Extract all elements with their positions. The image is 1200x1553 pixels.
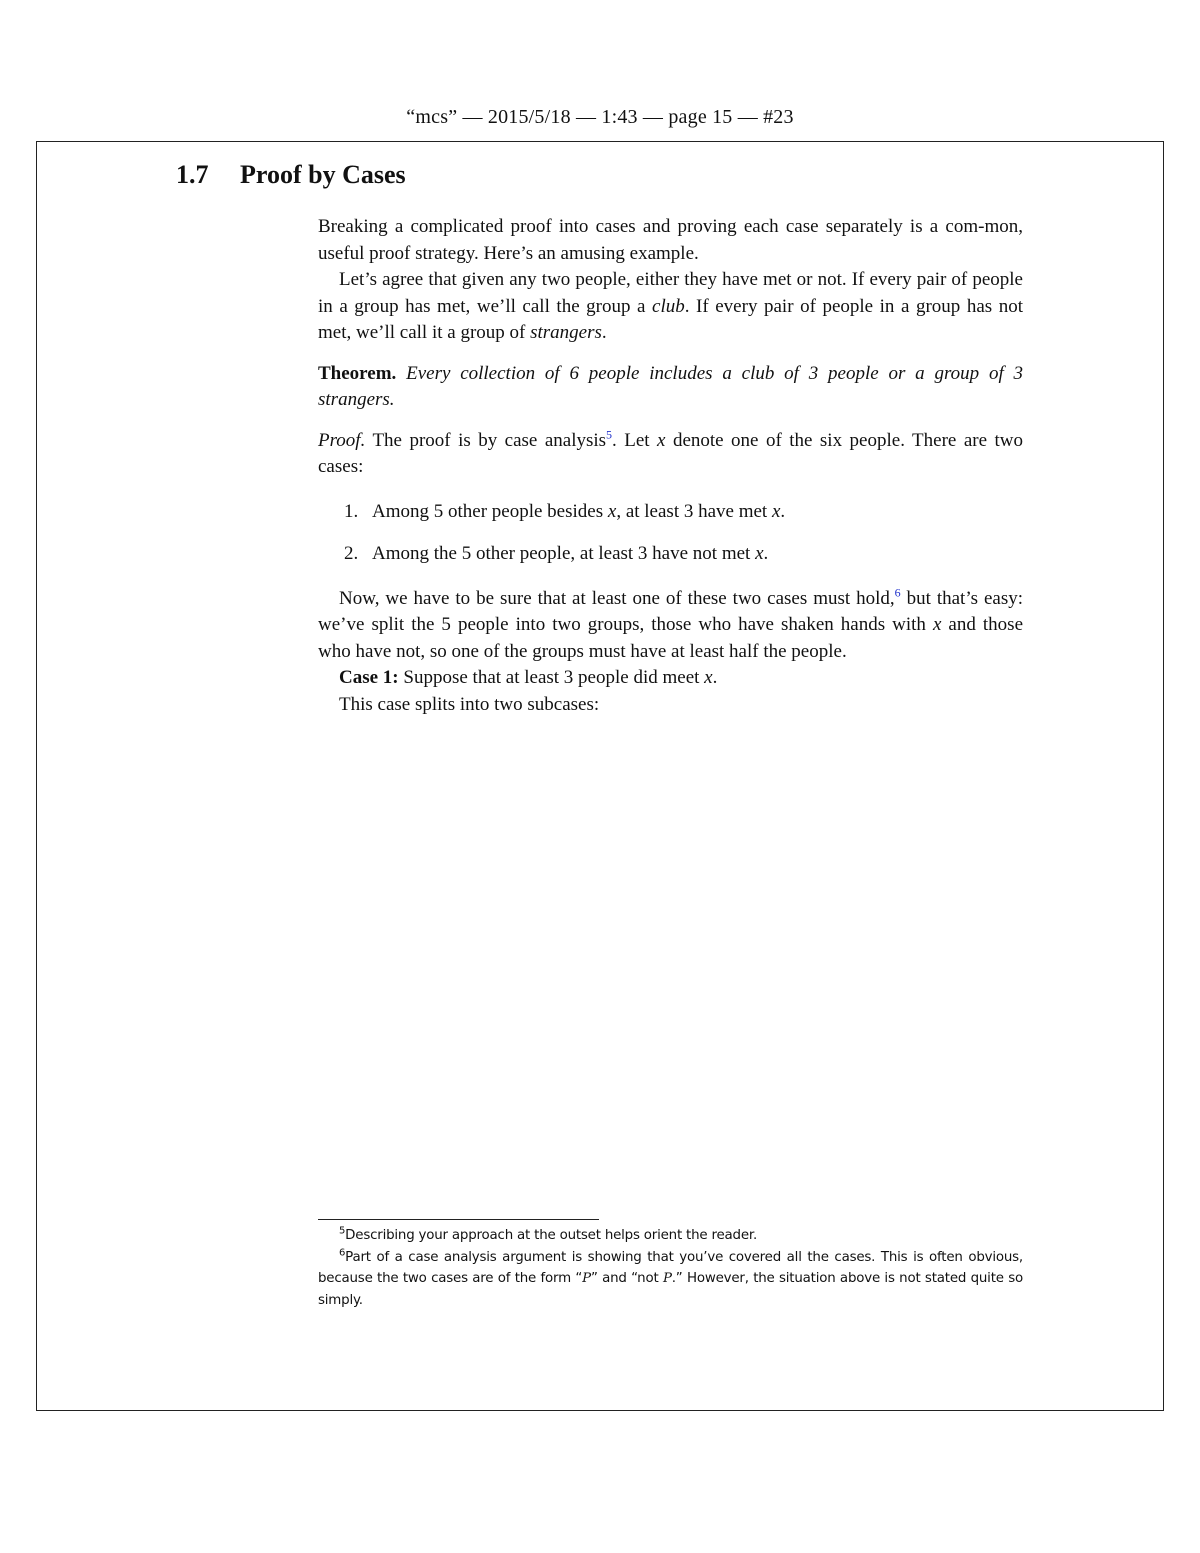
footnote-text: .” However, the situation above is not stated quite so simply. xyxy=(318,1271,1023,1308)
footnote-6 xyxy=(318,1247,1023,1312)
variable-x: x xyxy=(755,543,764,564)
footnotes xyxy=(318,1225,1023,1311)
footnote-text: Part of a case analysis argument is showing that you’ve covered all the cases. This is often obvious, because the two cases are of the form “ xyxy=(318,1249,1023,1286)
variable-x: x xyxy=(657,429,666,451)
strangers-term: strangers xyxy=(530,322,602,343)
definition-text-3: . xyxy=(601,322,607,343)
definition-text-1: Let’s agree that given any two people, either they have met or not. If every pair of people in a group has met, we’ll call the group a xyxy=(318,269,1023,317)
case1-label: Case 1: xyxy=(339,667,399,688)
continuation-text-2: but that’s easy: we’ve split the 5 people into two groups, those who have shaken hands with xyxy=(318,587,1024,635)
footnote-text: Describing your approach at the outset helps orient the reader. xyxy=(345,1228,758,1243)
case-list xyxy=(318,499,1023,568)
case1-end: . xyxy=(712,667,718,688)
case-text: . xyxy=(780,500,786,522)
list-marker: 2. xyxy=(344,543,359,564)
theorem xyxy=(318,361,1023,414)
intro-paragraph: Breaking a complicated proof into cases and proving each case separately is a com-mon, useful proof strategy. Here’s an amusing example. xyxy=(318,216,1023,264)
footnote-ref-5[interactable]: 5 xyxy=(606,427,613,442)
theorem-label: Theorem. xyxy=(318,362,397,384)
case-text: Among 5 other people besides xyxy=(372,500,608,522)
subcases-paragraph: This case splits into two subcases: xyxy=(339,693,600,715)
continuation-paragraph xyxy=(318,586,1023,666)
case1-text: Suppose that at least 3 people did meet xyxy=(398,667,705,688)
footnote-mark: 6 xyxy=(339,1247,346,1259)
case-text: Among the 5 other people, at least 3 have not met xyxy=(372,543,756,564)
proof-text-3: denote one of the six people. There are two cases: xyxy=(318,429,1023,477)
club-term: club xyxy=(652,295,685,317)
variable-x: x xyxy=(704,667,713,688)
variable-x: x xyxy=(771,500,781,522)
section-number: 1.7 xyxy=(176,160,209,189)
variable-x: x xyxy=(607,500,617,522)
definition-text-2: . If every pair of people in a group has not met, we’ll call it a group of xyxy=(318,295,1023,343)
continuation-text-1: Now, we have to be sure that at least one of these two cases must hold, xyxy=(339,587,895,609)
case-text: , at least 3 have met xyxy=(616,500,772,522)
variable-x: x xyxy=(932,614,942,635)
case-text: . xyxy=(763,543,769,564)
section-heading xyxy=(176,160,406,190)
body-text xyxy=(318,214,1023,718)
definition-paragraph xyxy=(318,267,1023,347)
list-marker: 1. xyxy=(344,500,359,522)
footnote-rule xyxy=(318,1219,599,1220)
variable-p: P xyxy=(662,1271,672,1286)
footnote-ref-6[interactable]: 6 xyxy=(894,585,901,600)
proof-text-1: The proof is by case analysis xyxy=(372,429,607,451)
footnote-5 xyxy=(318,1225,1023,1247)
continuation-text-3: and those who have not, so one of the groups must have at least half the people. xyxy=(318,614,1023,662)
proof-text-2: . Let xyxy=(612,429,658,451)
theorem-statement: Every collection of 6 people includes a club of 3 people or a group of 3 strangers. xyxy=(318,362,1024,410)
variable-p: P xyxy=(582,1271,591,1286)
proof-paragraph xyxy=(318,428,1023,481)
proof-label: Proof. xyxy=(318,429,366,451)
section-title: Proof by Cases xyxy=(240,160,406,189)
case1-paragraph xyxy=(318,665,1023,692)
list-item xyxy=(318,541,1023,568)
running-header: “mcs” — 2015/5/18 — 1:43 — page 15 — #23 xyxy=(406,106,794,128)
list-item xyxy=(318,499,1023,526)
footnote-mark: 5 xyxy=(339,1225,346,1237)
footnote-text: ” and “not xyxy=(590,1271,663,1286)
